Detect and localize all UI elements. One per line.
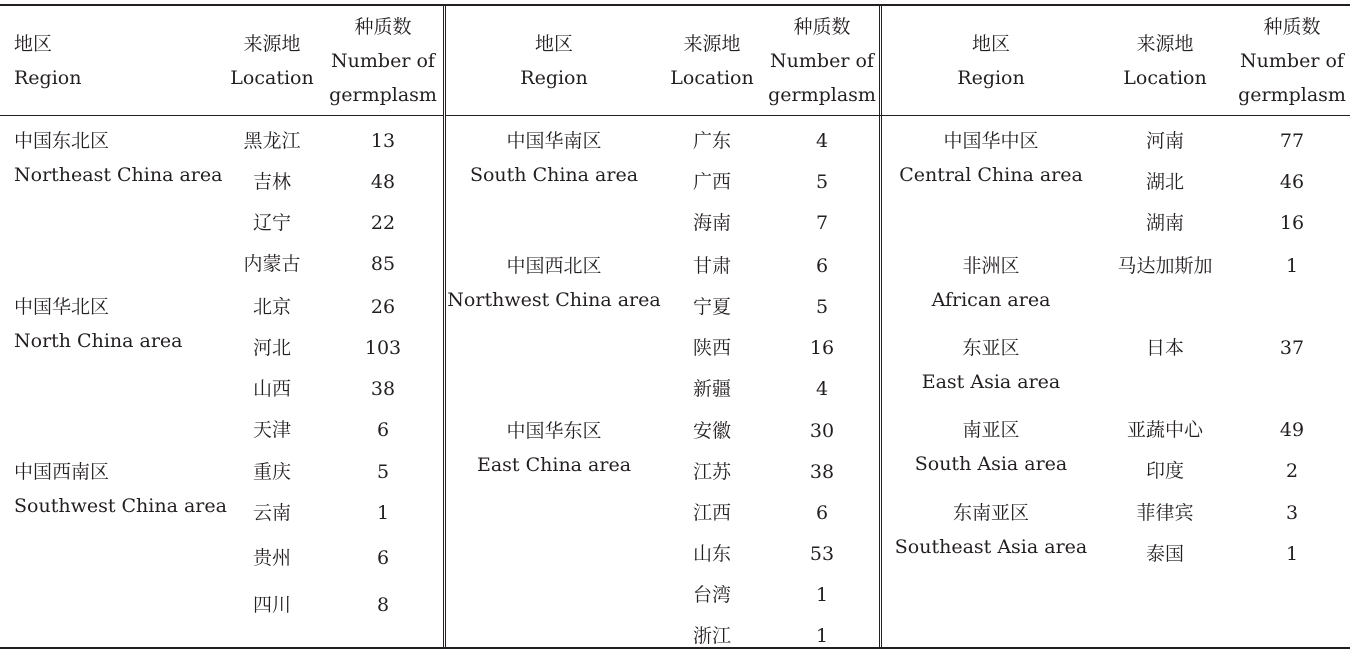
location-cell: 宁夏 (692, 296, 732, 318)
region-label (922, 331, 1061, 399)
header-location (670, 6, 753, 115)
germplasm-count-cell: 1 (376, 502, 390, 524)
header-number-en2: germplasm (768, 83, 876, 106)
location-cell: 日本 (1145, 337, 1185, 359)
germplasm-count-cell: 1 (1285, 255, 1299, 277)
germplasm-count-cell: 8 (376, 594, 390, 616)
location-cell: 天津 (252, 419, 292, 441)
header-number (329, 6, 437, 115)
germplasm-count-cell: 13 (370, 130, 396, 152)
location-cell: 马达加斯加 (1117, 255, 1213, 277)
germplasm-count-cell: 53 (809, 543, 835, 565)
location-cell: 海南 (692, 212, 732, 234)
location-cell: 重庆 (252, 461, 292, 483)
location-cell: 山东 (692, 543, 732, 565)
region-name-zh: 中国华北区 (14, 296, 110, 318)
header-region-en: Region (520, 66, 588, 89)
region-name-zh: 中国西南区 (14, 461, 110, 483)
location-cell: 云南 (252, 502, 292, 524)
location-cell: 台湾 (692, 584, 732, 606)
header-number-zh: 种质数 (1263, 15, 1321, 38)
region-name-en: Central China area (899, 164, 1083, 186)
region-name-en: South China area (469, 164, 639, 186)
region-label (14, 290, 183, 358)
germplasm-count-cell: 48 (370, 171, 396, 193)
location-cell: 亚蔬中心 (1126, 419, 1204, 441)
region-name-zh: 中国华东区 (506, 420, 602, 442)
table-section-1 (0, 6, 443, 647)
region-name-zh: 中国西北区 (506, 255, 602, 277)
location-cell: 陕西 (692, 337, 732, 359)
region-name-zh: 非洲区 (962, 255, 1020, 277)
header-number (1238, 6, 1346, 115)
germplasm-count-cell: 16 (809, 337, 835, 359)
header-number-en2: germplasm (329, 83, 437, 106)
germplasm-table (0, 4, 1350, 649)
location-cell: 北京 (252, 296, 292, 318)
header-location-en: Location (1123, 66, 1207, 89)
location-cell: 湖北 (1145, 171, 1185, 193)
header-region-zh: 地区 (534, 32, 573, 55)
header-region (14, 6, 81, 115)
location-cell: 辽宁 (252, 212, 292, 234)
location-cell: 湖南 (1145, 212, 1185, 234)
header-location-zh: 来源地 (243, 32, 301, 55)
germplasm-count-cell: 5 (376, 461, 390, 483)
region-name-zh: 南亚区 (962, 419, 1020, 441)
germplasm-count-cell: 1 (815, 584, 829, 606)
header-number-en2: germplasm (1238, 83, 1346, 106)
germplasm-count-cell: 5 (815, 171, 829, 193)
table-section-3 (879, 6, 1350, 647)
germplasm-count-cell: 6 (376, 547, 390, 569)
location-cell: 内蒙古 (243, 253, 301, 275)
header-location-zh: 来源地 (683, 32, 741, 55)
germplasm-count-cell: 7 (815, 212, 829, 234)
germplasm-count-cell: 46 (1279, 171, 1305, 193)
location-cell: 菲律宾 (1136, 502, 1194, 524)
location-cell: 广东 (692, 130, 732, 152)
location-cell: 安徽 (692, 420, 732, 442)
table-header (446, 6, 882, 116)
germplasm-count-cell: 49 (1279, 419, 1305, 441)
region-label (915, 413, 1068, 481)
header-location-en: Location (670, 66, 754, 89)
header-number-en1: Number of (1240, 49, 1344, 72)
germplasm-count-cell: 38 (370, 378, 396, 400)
region-label (477, 414, 631, 482)
region-label (899, 124, 1083, 192)
location-cell: 甘肃 (692, 255, 732, 277)
region-name-en: South Asia area (914, 453, 1068, 475)
header-region-en: Region (957, 66, 1025, 89)
location-cell: 河南 (1145, 130, 1185, 152)
region-name-zh: 中国东北区 (14, 130, 110, 152)
germplasm-count-cell: 38 (809, 461, 835, 483)
germplasm-count-cell: 3 (1285, 502, 1299, 524)
location-cell: 新疆 (692, 378, 732, 400)
region-name-en: East Asia area (921, 371, 1061, 393)
region-label (14, 124, 222, 192)
header-region-en: Region (14, 66, 82, 89)
location-cell: 江西 (692, 502, 732, 524)
location-cell: 贵州 (252, 547, 292, 569)
region-name-en: Southeast Asia area (894, 536, 1088, 558)
region-name-zh: 中国华中区 (943, 130, 1039, 152)
germplasm-count-cell: 16 (1279, 212, 1305, 234)
location-cell: 山西 (252, 378, 292, 400)
germplasm-count-cell: 1 (1285, 543, 1299, 565)
germplasm-count-cell: 6 (376, 419, 390, 441)
germplasm-count-cell: 2 (1285, 460, 1299, 482)
header-number-en1: Number of (770, 49, 874, 72)
germplasm-count-cell: 6 (815, 255, 829, 277)
header-number-zh: 种质数 (793, 15, 851, 38)
header-region (957, 6, 1024, 115)
region-label (470, 124, 638, 192)
germplasm-count-cell: 22 (370, 212, 396, 234)
region-name-zh: 东亚区 (962, 337, 1020, 359)
header-location-en: Location (230, 66, 314, 89)
header-region-zh: 地区 (971, 32, 1010, 55)
location-cell: 泰国 (1145, 543, 1185, 565)
location-cell: 江苏 (692, 461, 732, 483)
header-number-zh: 种质数 (354, 15, 412, 38)
germplasm-count-cell: 1 (815, 625, 829, 647)
header-location (1123, 6, 1206, 115)
germplasm-count-cell: 5 (815, 296, 829, 318)
location-cell: 四川 (252, 594, 292, 616)
region-label (932, 249, 1051, 317)
germplasm-count-cell: 77 (1279, 130, 1305, 152)
germplasm-count-cell: 4 (815, 130, 829, 152)
header-number-en1: Number of (331, 49, 435, 72)
location-cell: 吉林 (252, 171, 292, 193)
region-name-en: African area (931, 289, 1051, 311)
germplasm-count-cell: 103 (364, 337, 402, 359)
region-name-zh: 中国华南区 (506, 130, 602, 152)
table-section-2 (443, 6, 882, 647)
table-header (882, 6, 1350, 116)
region-name-en: North China area (14, 330, 183, 352)
region-name-zh: 东南亚区 (952, 502, 1029, 524)
location-cell: 黑龙江 (243, 130, 301, 152)
location-cell: 浙江 (692, 625, 732, 647)
region-name-en: East China area (476, 454, 632, 476)
location-cell: 广西 (692, 171, 732, 193)
germplasm-count-cell: 37 (1279, 337, 1305, 359)
region-label (14, 455, 227, 523)
region-name-en: Northwest China area (447, 289, 661, 311)
location-cell: 印度 (1145, 460, 1185, 482)
germplasm-count-cell: 6 (815, 502, 829, 524)
region-name-en: Southwest China area (14, 495, 227, 517)
header-region (520, 6, 587, 115)
header-region-zh: 地区 (14, 32, 53, 55)
table-header (0, 6, 443, 116)
header-number (768, 6, 876, 115)
region-name-en: Northeast China area (14, 164, 223, 186)
region-label (447, 249, 660, 317)
germplasm-count-cell: 30 (809, 420, 835, 442)
germplasm-count-cell: 85 (370, 253, 396, 275)
header-location (230, 6, 313, 115)
germplasm-count-cell: 4 (815, 378, 829, 400)
location-cell: 河北 (252, 337, 292, 359)
germplasm-count-cell: 26 (370, 296, 396, 318)
header-location-zh: 来源地 (1136, 32, 1194, 55)
region-label (895, 496, 1087, 564)
